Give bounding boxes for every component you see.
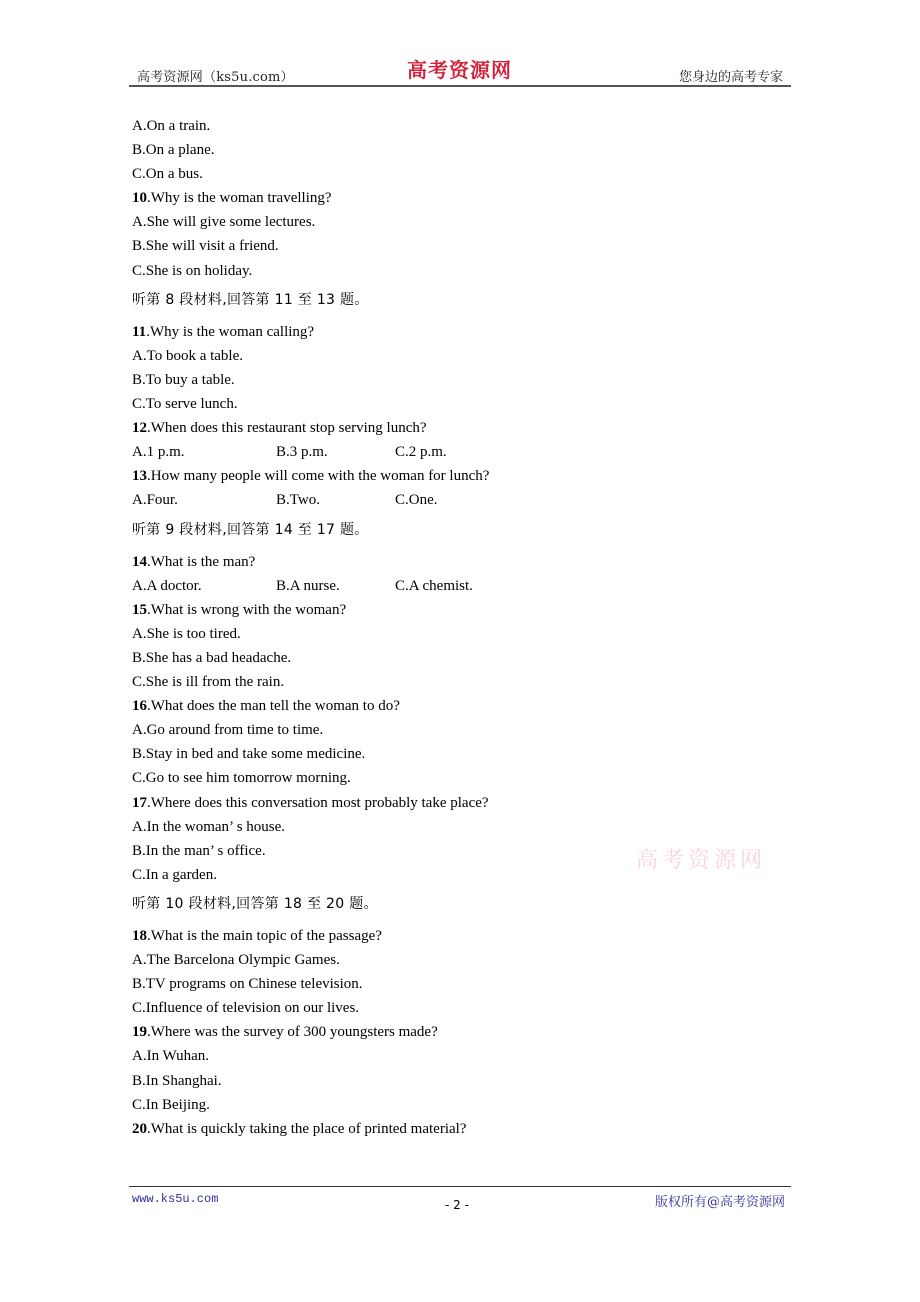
question-10 <box>132 186 772 210</box>
option-14-c: C.A chemist. <box>395 577 473 594</box>
question-number: 18 <box>132 928 147 944</box>
option-18-a: A.The Barcelona Olympic Games. <box>132 952 340 969</box>
option-13-a: A.Four. <box>132 492 178 509</box>
option-19-a: A.In Wuhan. <box>132 1048 210 1065</box>
option-10-a: A.She will give some lectures. <box>132 214 316 231</box>
question-text: .Why is the woman calling? <box>146 323 315 340</box>
options-row-14 <box>132 574 772 598</box>
option-18-b: B.TV programs on Chinese television. <box>132 976 363 993</box>
question-text: .What is the man? <box>147 553 256 570</box>
section-heading-8: 听第 8 段材料,回答第 11 至 13 题。 <box>132 291 369 308</box>
option-19-b: B.In Shanghai. <box>132 1072 222 1089</box>
options-row-13 <box>132 488 772 512</box>
option-16-c: C.Go to see him tomorrow morning. <box>132 770 351 787</box>
question-text: .When does this restaurant stop serving lunch? <box>147 420 427 437</box>
question-text: .Where does this conversation most probably take place? <box>147 794 489 811</box>
question-text: .Why is the woman travelling? <box>147 190 332 207</box>
option-11-c: C.To serve lunch. <box>132 396 238 413</box>
option-17-b: B.In the man’ s office. <box>132 842 266 859</box>
header-slogan: 您身边的高考专家 <box>678 70 783 85</box>
option-16-a: A.Go around from time to time. <box>132 722 324 739</box>
footer-divider <box>129 1186 791 1187</box>
question-13 <box>132 464 772 488</box>
question-20 <box>132 1117 772 1141</box>
options-row-12 <box>132 440 772 464</box>
question-18 <box>132 924 772 948</box>
option-9-c: C.On a bus. <box>132 166 203 183</box>
option-10-b: B.She will visit a friend. <box>132 238 279 255</box>
question-number: 14 <box>132 553 147 570</box>
header-site-name: 高考资源网（ks5u.com） <box>137 70 294 85</box>
option-14-b: B.A nurse. <box>276 577 340 594</box>
page-header <box>129 52 791 86</box>
question-number: 13 <box>132 468 147 485</box>
document-body <box>132 114 772 1141</box>
option-9-b: B.On a plane. <box>132 142 215 159</box>
question-number: 11 <box>132 323 147 340</box>
option-17-c: C.In a garden. <box>132 866 217 883</box>
question-number: 15 <box>132 601 147 618</box>
page-footer <box>129 1186 791 1216</box>
question-11 <box>132 320 772 344</box>
question-text: .Where was the survey of 300 youngsters made? <box>147 1024 438 1041</box>
header-divider <box>129 85 791 87</box>
option-12-a: A.1 p.m. <box>132 444 185 461</box>
question-14 <box>132 550 772 574</box>
question-text: .How many people will come with the woman for lunch? <box>147 468 490 485</box>
page-number: - 2 - <box>445 1198 469 1212</box>
question-number: 17 <box>132 794 147 811</box>
option-15-b: B.She has a bad headache. <box>132 649 292 666</box>
option-13-c: C.One. <box>395 492 438 509</box>
option-17-a: A.In the woman’ s house. <box>132 818 286 835</box>
option-14-a: A.A doctor. <box>132 577 202 594</box>
question-number: 20 <box>132 1120 147 1137</box>
footer-copyright: 版权所有@高考资源网 <box>654 1195 785 1210</box>
header-logo: 高考资源网 <box>407 58 512 82</box>
option-18-c: C.Influence of television on our lives. <box>132 1000 360 1017</box>
question-number: 12 <box>132 420 147 437</box>
question-15 <box>132 598 772 622</box>
question-16 <box>132 694 772 718</box>
option-13-b: B.Two. <box>276 492 320 509</box>
question-17 <box>132 791 772 815</box>
question-number: 19 <box>132 1024 147 1041</box>
question-12 <box>132 416 772 440</box>
option-19-c: C.In Beijing. <box>132 1096 210 1113</box>
option-10-c: C.She is on holiday. <box>132 262 253 279</box>
footer-site-link[interactable]: www.ks5u.com <box>132 1192 219 1206</box>
option-15-c: C.She is ill from the rain. <box>132 674 285 691</box>
option-9-a: A.On a train. <box>132 118 211 134</box>
watermark-logo: 高考资源网 <box>636 848 767 873</box>
option-12-c: C.2 p.m. <box>395 444 447 461</box>
question-19 <box>132 1020 772 1044</box>
section-heading-10: 听第 10 段材料,回答第 18 至 20 题。 <box>132 895 378 912</box>
question-text: .What does the man tell the woman to do? <box>147 698 400 715</box>
option-11-b: B.To buy a table. <box>132 371 235 388</box>
question-number: 10 <box>132 190 147 207</box>
option-11-a: A.To book a table. <box>132 347 244 364</box>
question-text: .What is quickly taking the place of printed material? <box>147 1120 467 1137</box>
question-text: .What is the main topic of the passage? <box>147 928 382 944</box>
option-15-a: A.She is too tired. <box>132 625 241 642</box>
option-16-b: B.Stay in bed and take some medicine. <box>132 746 366 763</box>
option-12-b: B.3 p.m. <box>276 444 328 461</box>
question-number: 16 <box>132 698 147 715</box>
question-text: .What is wrong with the woman? <box>147 601 347 618</box>
section-heading-9: 听第 9 段材料,回答第 14 至 17 题。 <box>132 521 369 538</box>
